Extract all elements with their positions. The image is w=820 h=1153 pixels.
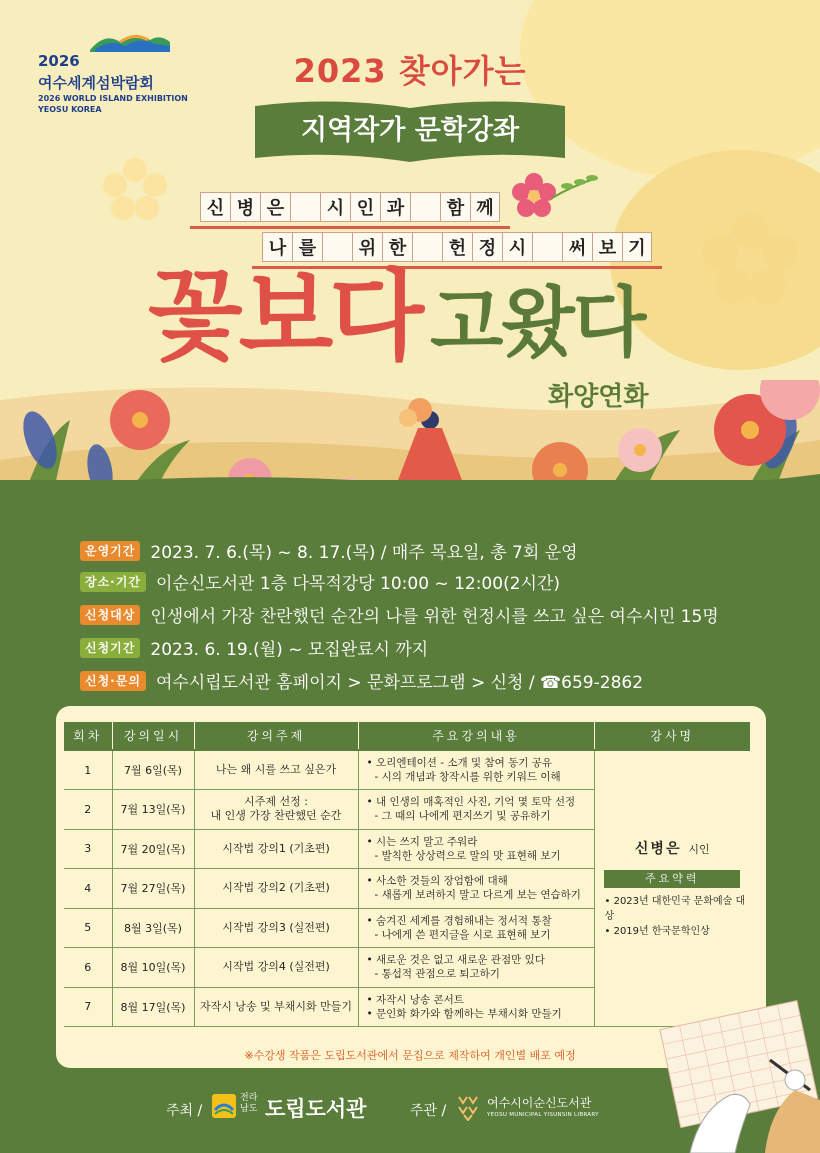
column-header: 주요강의내용 xyxy=(358,722,594,750)
info-target xyxy=(80,602,719,627)
session-topic xyxy=(194,790,358,830)
organizer-label: 주관 / xyxy=(410,1103,447,1119)
manuscript-cell xyxy=(532,232,562,262)
host-region-line: 남도 xyxy=(240,1104,258,1114)
schedule-table xyxy=(64,722,750,1027)
host-region-line: 전라 xyxy=(240,1093,258,1103)
title-year: 2023 찾아가는 xyxy=(293,52,527,90)
info-contact xyxy=(80,668,643,693)
yisunsin-library-logo-icon xyxy=(455,1093,481,1121)
main-title-beautiful: 고왔다 xyxy=(430,278,645,367)
info-tag: 신청대상 xyxy=(80,605,140,625)
info-text: 2023. 7. 6.(목) ~ 8. 17.(목) / 매주 목요일, 총 7회 운영 xyxy=(150,543,578,563)
manuscript-cell: 써 xyxy=(562,232,592,262)
session-date: 8월 17일(목) xyxy=(112,987,194,1027)
manuscript-cell: 함 xyxy=(440,192,470,222)
writing-hand-illustration xyxy=(650,1000,820,1153)
session-content xyxy=(358,987,594,1027)
wave-top xyxy=(0,462,820,502)
session-date: 8월 10일(목) xyxy=(112,948,194,988)
main-title-flower: 꽃보다 xyxy=(148,259,421,374)
content-line: • 시는 쓰지 말고 주워라 xyxy=(366,835,478,848)
session-number: 3 xyxy=(64,829,112,869)
session-date: 7월 13일(목) xyxy=(112,790,194,830)
manuscript-cell: 한 xyxy=(382,232,412,262)
manuscript-cell: 보 xyxy=(592,232,622,262)
manuscript-cell: 인 xyxy=(350,192,380,222)
session-content xyxy=(358,790,594,830)
content-line: • 자작시 낭송 콘서트 xyxy=(366,993,464,1006)
session-topic xyxy=(194,750,358,790)
host-region xyxy=(240,1093,257,1115)
info-tag: 신청기간 xyxy=(80,638,140,658)
manuscript-cell xyxy=(410,192,440,222)
column-header: 회차 xyxy=(64,722,112,750)
notice-text: ※수강생 작품은 도립도서관에서 문집으로 제작하여 개인별 배포 예정 xyxy=(244,1049,576,1062)
topic-line: 내 인생 가장 찬란했던 순간 xyxy=(210,809,342,823)
session-number: 5 xyxy=(64,908,112,948)
session-number: 7 xyxy=(64,987,112,1027)
manuscript-line-1 xyxy=(200,192,500,222)
content-line: - 발칙한 상상력으로 말의 맛 표현해 보기 xyxy=(374,849,561,862)
session-date: 7월 27일(목) xyxy=(112,869,194,909)
career-label: 주요약력 xyxy=(604,870,740,888)
topic-line: 자작시 낭송 및 부채시화 만들기 xyxy=(199,999,353,1013)
content-line: - 시의 개념과 창작시를 위한 키워드 이해 xyxy=(374,771,561,783)
session-topic xyxy=(194,948,358,988)
topic-line: 시작법 강의2 (기초편) xyxy=(222,881,330,895)
manuscript-cell: 나 xyxy=(262,232,292,262)
session-content xyxy=(358,948,594,988)
info-text: 인생에서 가장 찬란했던 순간의 나를 위한 헌정시를 쓰고 싶은 여수시민 15명 xyxy=(150,607,719,627)
content-line: - 나에게 쓴 편지글을 시로 표현해 보기 xyxy=(374,928,551,941)
career-item: • 2019년 한국문학인상 xyxy=(604,926,710,937)
session-content xyxy=(358,869,594,909)
content-line: • 새로운 것은 없고 새로운 관점만 있다 xyxy=(366,954,545,967)
expo-name: 여수세계섬박람회 xyxy=(38,74,154,92)
content-line: • 사소한 것들의 장엄함에 대해 xyxy=(366,875,508,888)
subtitle: 화양연화 xyxy=(548,382,649,412)
session-content xyxy=(358,908,594,948)
session-date: 7월 6일(목) xyxy=(112,750,194,790)
info-tag: 신청·문의 xyxy=(80,671,146,691)
topic-line: 시작법 강의4 (실전편) xyxy=(222,960,330,974)
session-number: 2 xyxy=(64,790,112,830)
manuscript-cell: 정 xyxy=(472,232,502,262)
info-text: 여수시립도서관 홈페이지 > 문화프로그램 > 신청 / ☎659-2862 xyxy=(155,673,644,693)
career-item: • 2023년 대한민국 문화예술 대상 xyxy=(604,896,746,922)
lecturer-cell xyxy=(594,750,750,1027)
info-tag: 장소·기간 xyxy=(80,572,146,592)
career-list xyxy=(595,894,751,939)
session-date: 8월 3일(목) xyxy=(112,908,194,948)
topic-line: 시작법 강의3 (실전편) xyxy=(222,920,330,934)
info-place-time xyxy=(80,569,560,594)
expo-english-name: 2026 WORLD ISLAND EXHIBITION xyxy=(38,94,188,103)
host-name: 도립도서관 xyxy=(265,1097,367,1121)
topic-line: 시작법 강의1 (기초편) xyxy=(222,841,330,855)
session-content xyxy=(358,829,594,869)
info-application-period xyxy=(80,635,428,660)
info-text: 2023. 6. 19.(월) ~ 모집완료시 까지 xyxy=(150,640,429,660)
manuscript-cell xyxy=(290,192,320,222)
flower-outline-decoration xyxy=(700,210,800,310)
manuscript-cell: 과 xyxy=(380,192,410,222)
info-period xyxy=(80,538,578,563)
flower-outline-decoration xyxy=(100,155,170,225)
manuscript-cell: 기 xyxy=(622,232,652,262)
table-row xyxy=(64,750,750,790)
session-number: 6 xyxy=(64,948,112,988)
content-line: - 통섭적 관점으로 퇴고하기 xyxy=(374,968,500,981)
manuscript-underline xyxy=(190,226,510,229)
lecturer-title: 시인 xyxy=(688,843,710,856)
content-line: • 내 인생의 매혹적인 사진, 기억 몇 토막 선정 xyxy=(366,796,576,809)
content-line: - 그 때의 나에게 편지쓰기 및 공유하기 xyxy=(374,810,551,823)
organizer-english-name: YEOSU MUNICIPAL YISUNSIN LIBRARY xyxy=(487,1112,599,1118)
content-line: • 문인화 화가와 함께하는 부채시화 만들기 xyxy=(366,1007,562,1020)
content-line: • 오리엔테이션 - 소개 및 참여 동기 공유 xyxy=(366,757,552,769)
lecturer-name-text: 신병은 xyxy=(634,841,682,857)
manuscript-cell: 위 xyxy=(352,232,382,262)
manuscript-cell: 께 xyxy=(470,192,500,222)
organizer-name: 여수시이순신도서관 xyxy=(487,1096,592,1110)
expo-english-location: YEOSU KOREA xyxy=(38,105,102,114)
topic-line: 시주제 선정 : xyxy=(244,795,308,809)
expo-year: 2026 xyxy=(38,52,80,70)
table-header-row xyxy=(64,722,750,750)
info-tag: 운영기간 xyxy=(80,541,140,561)
session-number: 1 xyxy=(64,750,112,790)
session-number: 4 xyxy=(64,869,112,909)
session-date: 7월 20일(목) xyxy=(112,829,194,869)
column-header: 강의주제 xyxy=(194,722,358,750)
column-header: 강사명 xyxy=(594,722,750,750)
host-label: 주최 / xyxy=(166,1103,203,1119)
session-topic xyxy=(194,908,358,948)
session-topic xyxy=(194,829,358,869)
session-topic xyxy=(194,869,358,909)
content-line: - 새롭게 보려하지 말고 다르게 보는 연습하기 xyxy=(374,889,581,902)
content-line: • 숨겨진 세계를 경험해내는 정서적 통찰 xyxy=(366,914,552,927)
manuscript-cell: 은 xyxy=(260,192,290,222)
session-topic xyxy=(194,987,358,1027)
title-main: 지역작가 문학강좌 xyxy=(300,115,520,146)
provincial-library-logo-icon xyxy=(212,1094,236,1118)
pink-flower-icon xyxy=(512,172,602,222)
info-text: 이순신도서관 1층 다목적강당 10:00 ~ 12:00(2시간) xyxy=(155,574,560,594)
manuscript-cell: 시 xyxy=(502,232,532,262)
manuscript-cell: 신 xyxy=(200,192,230,222)
manuscript-cell: 를 xyxy=(292,232,322,262)
manuscript-cell: 시 xyxy=(320,192,350,222)
manuscript-cell: 헌 xyxy=(442,232,472,262)
lecturer-name xyxy=(595,838,751,858)
column-header: 강의일시 xyxy=(112,722,194,750)
session-content xyxy=(358,750,594,790)
manuscript-cell: 병 xyxy=(230,192,260,222)
footer xyxy=(0,1090,820,1130)
topic-line: 나는 왜 시를 쓰고 싶은가 xyxy=(215,763,337,776)
